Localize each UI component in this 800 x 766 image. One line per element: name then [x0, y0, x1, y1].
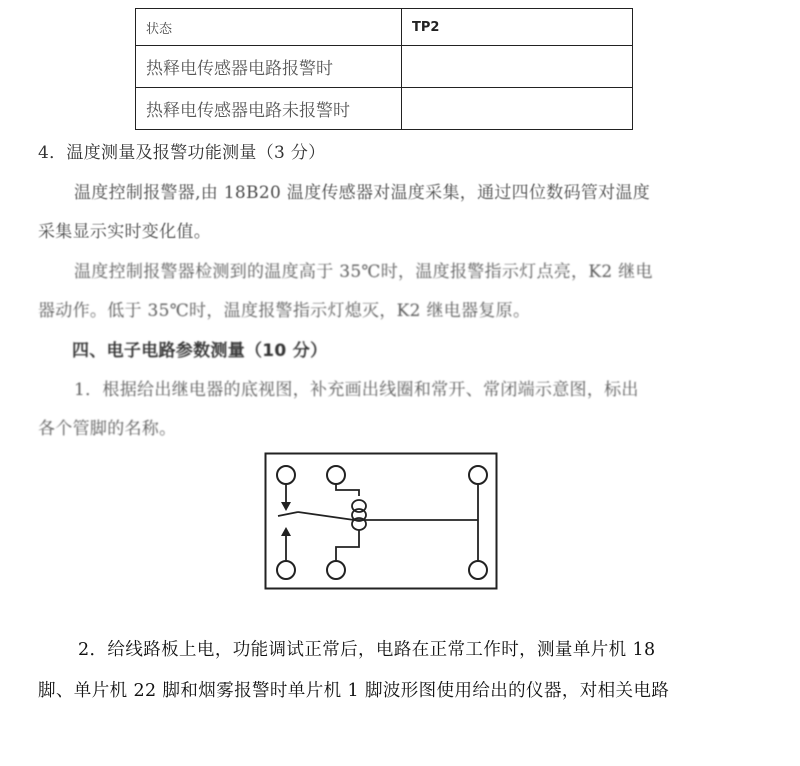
table-cell-label: 热释电传感器电路报警时: [136, 46, 402, 88]
section-heading: 四、电子电路参数测量（10 分）: [72, 341, 328, 361]
paragraph-line: 温度控制报警器,由 18B20 温度传感器对温度采集，通过四位数码管对温度: [74, 183, 651, 203]
paragraph-line: 温度控制报警器检测到的温度高于 35℃时，温度报警指示灯点亮，K2 继电: [74, 262, 653, 282]
paragraph-line: 2．给线路板上电，功能调试正常后，电路在正常工作时，测量单片机 18: [78, 640, 656, 660]
relay-outline: [266, 454, 497, 589]
table-row: [136, 88, 633, 130]
table-header-tp2: TP2: [402, 9, 633, 46]
paragraph-line: 器动作。低于 35℃时，温度报警指示灯熄灭，K2 继电器复原。: [38, 301, 531, 321]
table-cell-label: 热释电传感器电路未报警时: [136, 88, 402, 130]
table-header-row: [136, 9, 633, 46]
paragraph-line: 脚、单片机 22 脚和烟雾报警时单片机 1 脚波形图使用给出的仪器，对相关电路: [38, 681, 670, 701]
paragraph-line: 各个管脚的名称。: [38, 419, 177, 439]
table-cell-value: [402, 88, 633, 130]
table-cell-value: [402, 46, 633, 88]
relay-bottom-view-diagram: [264, 452, 498, 590]
table-row: [136, 46, 633, 88]
paragraph-line: 采集显示实时变化值。: [38, 222, 211, 242]
test-point-table: [135, 8, 633, 130]
section-4-title: 4．温度测量及报警功能测量（3 分）: [38, 143, 326, 163]
table-header-state: 状态: [136, 9, 402, 46]
paragraph-line: 1．根据给出继电器的底视图，补充画出线圈和常开、常闭端示意图，标出: [74, 380, 639, 400]
